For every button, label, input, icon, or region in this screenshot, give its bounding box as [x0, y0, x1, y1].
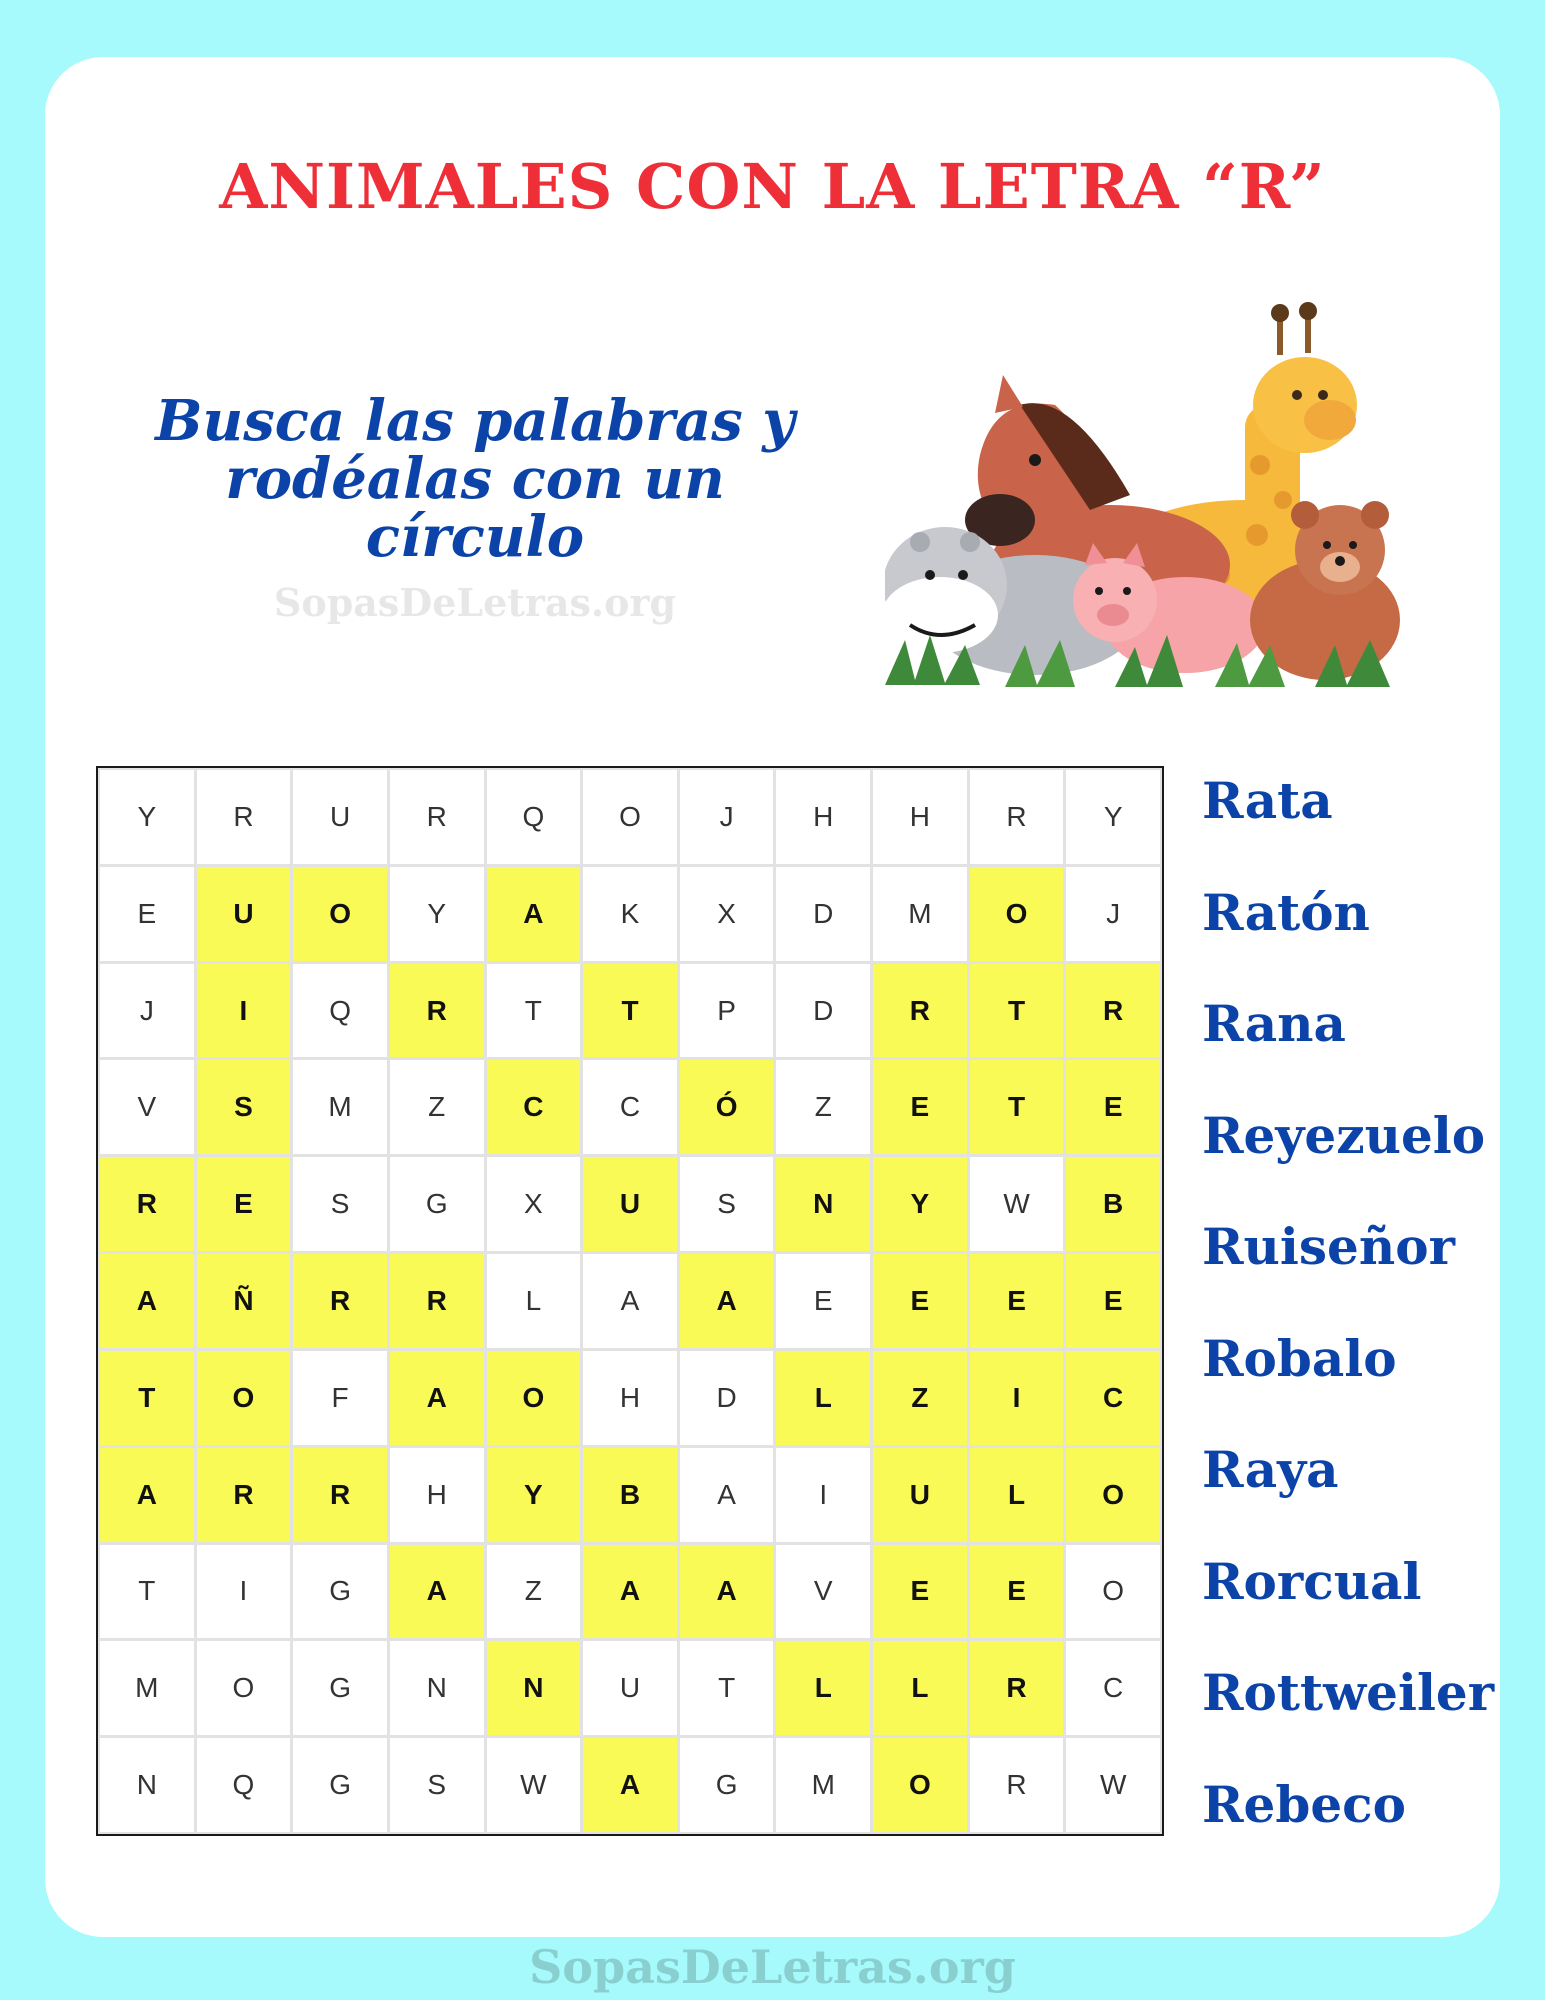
grid-cell[interactable]: A: [487, 867, 581, 961]
grid-cell[interactable]: M: [100, 1641, 194, 1735]
grid-cell[interactable]: X: [487, 1157, 581, 1251]
grid-cell[interactable]: A: [100, 1448, 194, 1542]
grid-cell[interactable]: G: [293, 1545, 387, 1639]
word-list-item: Rebeco: [1202, 1774, 1406, 1834]
grid-cell[interactable]: Z: [390, 1060, 484, 1154]
grid-cell[interactable]: A: [583, 1545, 677, 1639]
grid-cell[interactable]: M: [873, 867, 967, 961]
grid-cell[interactable]: H: [776, 770, 870, 864]
grid-cell[interactable]: H: [583, 1351, 677, 1445]
grid-cell[interactable]: J: [100, 964, 194, 1058]
grid-cell[interactable]: C: [583, 1060, 677, 1154]
word-list-item: Ratón: [1202, 882, 1370, 942]
word-list-item: Rana: [1202, 994, 1346, 1053]
grid-cell[interactable]: A: [680, 1448, 774, 1542]
grid-cell[interactable]: D: [776, 867, 870, 961]
grid-cell[interactable]: L: [970, 1448, 1064, 1542]
word-list-item: Ruiseñor: [1202, 1217, 1455, 1276]
grid-cell[interactable]: B: [583, 1448, 677, 1542]
grid-cell[interactable]: R: [970, 1641, 1064, 1735]
grid-cell[interactable]: O: [583, 770, 677, 864]
grid-cell[interactable]: B: [1066, 1157, 1160, 1251]
grid-cell[interactable]: S: [680, 1157, 774, 1251]
grid-cell[interactable]: R: [390, 964, 484, 1058]
word-list-item: Rorcual: [1202, 1551, 1422, 1611]
grid-cell[interactable]: O: [970, 867, 1064, 961]
grid-cell[interactable]: R: [197, 770, 291, 864]
grid-cell[interactable]: W: [1066, 1738, 1160, 1832]
grid-cell[interactable]: D: [680, 1351, 774, 1445]
grid-cell[interactable]: C: [1066, 1641, 1160, 1735]
grid-cell[interactable]: M: [776, 1738, 870, 1832]
grid-cell[interactable]: R: [293, 1254, 387, 1348]
grid-cell[interactable]: W: [970, 1157, 1064, 1251]
grid-cell[interactable]: G: [293, 1641, 387, 1735]
grid-cell[interactable]: A: [583, 1254, 677, 1348]
grid-cell[interactable]: U: [293, 770, 387, 864]
grid-cell[interactable]: Q: [293, 964, 387, 1058]
grid-cell[interactable]: H: [873, 770, 967, 864]
animals-illustration: [885, 295, 1425, 695]
grid-cell[interactable]: S: [293, 1157, 387, 1251]
grid-cell[interactable]: R: [873, 964, 967, 1058]
grid-cell[interactable]: N: [100, 1738, 194, 1832]
word-list: [1202, 758, 1532, 1873]
grid-cell[interactable]: F: [293, 1351, 387, 1445]
grid-cell[interactable]: T: [970, 964, 1064, 1058]
grid-cell[interactable]: R: [1066, 964, 1160, 1058]
word-list-item: Raya: [1202, 1440, 1339, 1499]
grid-cell[interactable]: V: [100, 1060, 194, 1154]
word-list-item: Rottweiler: [1202, 1663, 1495, 1722]
grid-cell[interactable]: U: [197, 867, 291, 961]
grid-cell[interactable]: O: [487, 1351, 581, 1445]
grid-cell[interactable]: T: [583, 964, 677, 1058]
grid-cell[interactable]: Z: [776, 1060, 870, 1154]
grid-cell[interactable]: S: [390, 1738, 484, 1832]
grid-cell[interactable]: T: [680, 1641, 774, 1735]
grid-cell[interactable]: L: [487, 1254, 581, 1348]
grid-cell[interactable]: I: [970, 1351, 1064, 1445]
grid-cell[interactable]: O: [1066, 1448, 1160, 1542]
grid-cell[interactable]: T: [100, 1351, 194, 1445]
page-title: ANIMALES CON LA LETRA “R”: [219, 150, 1326, 223]
grid-cell[interactable]: E: [873, 1254, 967, 1348]
grid-cell[interactable]: R: [197, 1448, 291, 1542]
grid-cell[interactable]: J: [1066, 867, 1160, 961]
grid-cell[interactable]: I: [197, 964, 291, 1058]
grid-cell[interactable]: O: [1066, 1545, 1160, 1639]
grid-cell[interactable]: O: [293, 867, 387, 961]
grid-cell[interactable]: Y: [873, 1157, 967, 1251]
grid-cell[interactable]: Z: [873, 1351, 967, 1445]
grid-cell[interactable]: I: [197, 1545, 291, 1639]
grid-cell[interactable]: D: [776, 964, 870, 1058]
grid-cell[interactable]: I: [776, 1448, 870, 1542]
grid-cell[interactable]: E: [873, 1545, 967, 1639]
grid-cell[interactable]: E: [1066, 1060, 1160, 1154]
grid-cell[interactable]: G: [390, 1157, 484, 1251]
grid-cell[interactable]: E: [873, 1060, 967, 1154]
grid-cell[interactable]: L: [776, 1641, 870, 1735]
grid-cell[interactable]: R: [293, 1448, 387, 1542]
grid-cell[interactable]: T: [970, 1060, 1064, 1154]
grid-cell[interactable]: A: [390, 1351, 484, 1445]
grid-cell[interactable]: T: [100, 1545, 194, 1639]
grid-cell[interactable]: R: [390, 770, 484, 864]
grid-cell[interactable]: R: [970, 770, 1064, 864]
grid-cell[interactable]: E: [100, 867, 194, 961]
grid-cell[interactable]: Q: [197, 1738, 291, 1832]
grid-cell[interactable]: Q: [487, 770, 581, 864]
grid-cell[interactable]: M: [293, 1060, 387, 1154]
grid-cell[interactable]: O: [197, 1641, 291, 1735]
grid-cell[interactable]: Y: [390, 867, 484, 961]
grid-cell[interactable]: C: [1066, 1351, 1160, 1445]
grid-cell[interactable]: Y: [1066, 770, 1160, 864]
grid-cell[interactable]: C: [487, 1060, 581, 1154]
grid-cell[interactable]: U: [583, 1641, 677, 1735]
grid-cell[interactable]: G: [680, 1738, 774, 1832]
grid-cell[interactable]: L: [873, 1641, 967, 1735]
watermark: SopasDeLetras.org: [273, 580, 677, 625]
grid-cell[interactable]: S: [197, 1060, 291, 1154]
grid-cell[interactable]: Y: [487, 1448, 581, 1542]
grid-cell[interactable]: E: [776, 1254, 870, 1348]
grid-cell[interactable]: V: [776, 1545, 870, 1639]
grid-cell[interactable]: K: [583, 867, 677, 961]
instructions-line-2: rodéalas con un círculo: [225, 446, 725, 570]
grid-cell[interactable]: A: [583, 1738, 677, 1832]
grid-cell[interactable]: Z: [487, 1545, 581, 1639]
grid-cell[interactable]: Ó: [680, 1060, 774, 1154]
grid-cell[interactable]: U: [583, 1157, 677, 1251]
grid-cell[interactable]: W: [487, 1738, 581, 1832]
word-list-item: Robalo: [1202, 1328, 1397, 1388]
grid-cell[interactable]: H: [390, 1448, 484, 1542]
grid-cell[interactable]: T: [487, 964, 581, 1058]
grid-cell[interactable]: Ñ: [197, 1254, 291, 1348]
grid-cell[interactable]: R: [970, 1738, 1064, 1832]
grid-cell[interactable]: G: [293, 1738, 387, 1832]
instructions: [120, 388, 830, 570]
grid-cell[interactable]: A: [680, 1254, 774, 1348]
grid-cell[interactable]: P: [680, 964, 774, 1058]
grid-cell[interactable]: A: [100, 1254, 194, 1348]
grid-cell[interactable]: J: [680, 770, 774, 864]
grid-cell[interactable]: A: [390, 1545, 484, 1639]
instructions-line-1: Busca las palabras y: [155, 388, 795, 454]
grid-cell[interactable]: N: [776, 1157, 870, 1251]
word-list-item: Rata: [1202, 771, 1333, 830]
grid-cell[interactable]: E: [1066, 1254, 1160, 1348]
grid-cell[interactable]: R: [390, 1254, 484, 1348]
grid-cell[interactable]: O: [197, 1351, 291, 1445]
grid-cell[interactable]: E: [970, 1254, 1064, 1348]
grid-cell[interactable]: R: [100, 1157, 194, 1251]
grid-cell[interactable]: E: [970, 1545, 1064, 1639]
grid-cell[interactable]: N: [390, 1641, 484, 1735]
grid-cell[interactable]: U: [873, 1448, 967, 1542]
grid-cell[interactable]: E: [197, 1157, 291, 1251]
word-search-grid: [96, 766, 1164, 1836]
footer-brand: SopasDeLetras.org: [529, 1940, 1016, 1994]
grid-cell[interactable]: A: [680, 1545, 774, 1639]
grid-cell[interactable]: X: [680, 867, 774, 961]
grid-cell[interactable]: O: [873, 1738, 967, 1832]
grid-cell[interactable]: L: [776, 1351, 870, 1445]
grid-cell[interactable]: Y: [100, 770, 194, 864]
grid-cell[interactable]: N: [487, 1641, 581, 1735]
word-list-item: Reyezuelo: [1202, 1105, 1486, 1165]
